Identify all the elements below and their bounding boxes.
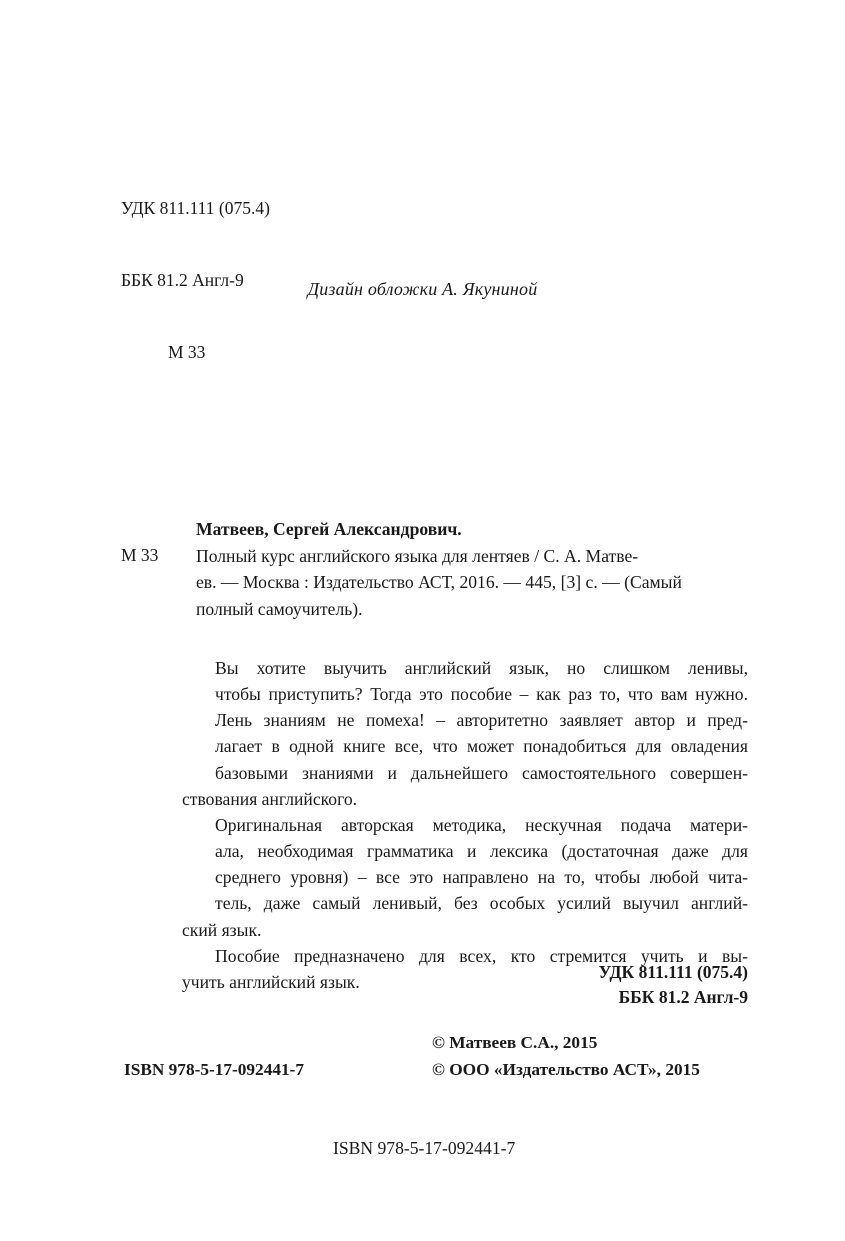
annotation-line: учить английский язык. bbox=[182, 971, 360, 992]
record-body bbox=[196, 516, 748, 622]
annotation-line: Пособие предназначено для всех, кто стремится учить и вы- bbox=[215, 945, 748, 966]
record-author-heading: Матвеев, Сергей Александрович. bbox=[196, 519, 462, 539]
annotation-line: ский язык. bbox=[182, 919, 262, 940]
annotation-line: Оригинальная авторская методика, нескучная подача матери- bbox=[215, 814, 748, 835]
record-isbn-value: ISBN 978-5-17-092441-7 bbox=[333, 1138, 516, 1158]
copyright-publisher: © ООО «Издательство АСТ», 2015 bbox=[432, 1059, 700, 1079]
annotation-paragraph bbox=[182, 655, 748, 812]
annotation-line: чтобы приступить? Тогда это пособие – как раз то, что вам нужно. bbox=[215, 684, 748, 705]
colophon-row bbox=[0, 1030, 845, 1057]
record-description-line: полный самоучитель). bbox=[196, 598, 363, 619]
cover-designer-credit: Дизайн обложки А. Якуниной bbox=[307, 279, 538, 299]
udk-code-top: УДК 811.111 (075.4) bbox=[121, 198, 270, 218]
annotation-line: лагает в одной книге все, что может понадобиться для овладения bbox=[215, 736, 748, 757]
annotation-line: Вы хотите выучить английский язык, но слишком ленивы, bbox=[215, 658, 748, 678]
bbk-code-bottom: ББК 81.2 Англ-9 bbox=[618, 986, 748, 1007]
annotation-line: среднего уровня) – все это направлено на то, чтобы любой чита- bbox=[215, 867, 748, 888]
record-isbn bbox=[121, 1138, 515, 1159]
classification-block-bottom bbox=[0, 960, 748, 1009]
annotation-line: тель, даже самый ленивый, без особых усилий выучил англий- bbox=[215, 893, 748, 914]
bbk-code-top: ББК 81.2 Англ-9 bbox=[121, 270, 244, 290]
annotation-line: Лень знаниям не помеха! – авторитетно заявляет автор и пред- bbox=[215, 710, 748, 731]
colophon-isbn: ISBN 978-5-17-092441-7 bbox=[124, 1059, 305, 1079]
colophon-row bbox=[0, 1057, 845, 1084]
annotation-line: ала, необходимая грамматика и лексика (достаточная даже для bbox=[215, 841, 748, 862]
annotation-line: ствования английского. bbox=[182, 788, 358, 809]
copyright-author: © Матвеев С.А., 2015 bbox=[432, 1033, 598, 1052]
udk-code-bottom: УДК 811.111 (075.4) bbox=[598, 962, 748, 982]
record-description-line: Полный курс английского языка для лентяев / С. А. Матве- bbox=[196, 546, 639, 567]
annotation-paragraph bbox=[182, 812, 748, 943]
record-description-line: ев. — Москва : Издательство АСТ, 2016. — 445, [3] с. — (Самый bbox=[196, 572, 682, 593]
annotation-text bbox=[182, 655, 748, 995]
record-description bbox=[196, 543, 748, 622]
colophon-block bbox=[0, 1030, 845, 1083]
annotation-line: базовыми знаниями и дальнейшего самостоятельного совершен- bbox=[215, 762, 748, 783]
shelf-mark-top: М 33 bbox=[168, 342, 206, 362]
shelf-mark-record: М 33 bbox=[121, 545, 159, 565]
